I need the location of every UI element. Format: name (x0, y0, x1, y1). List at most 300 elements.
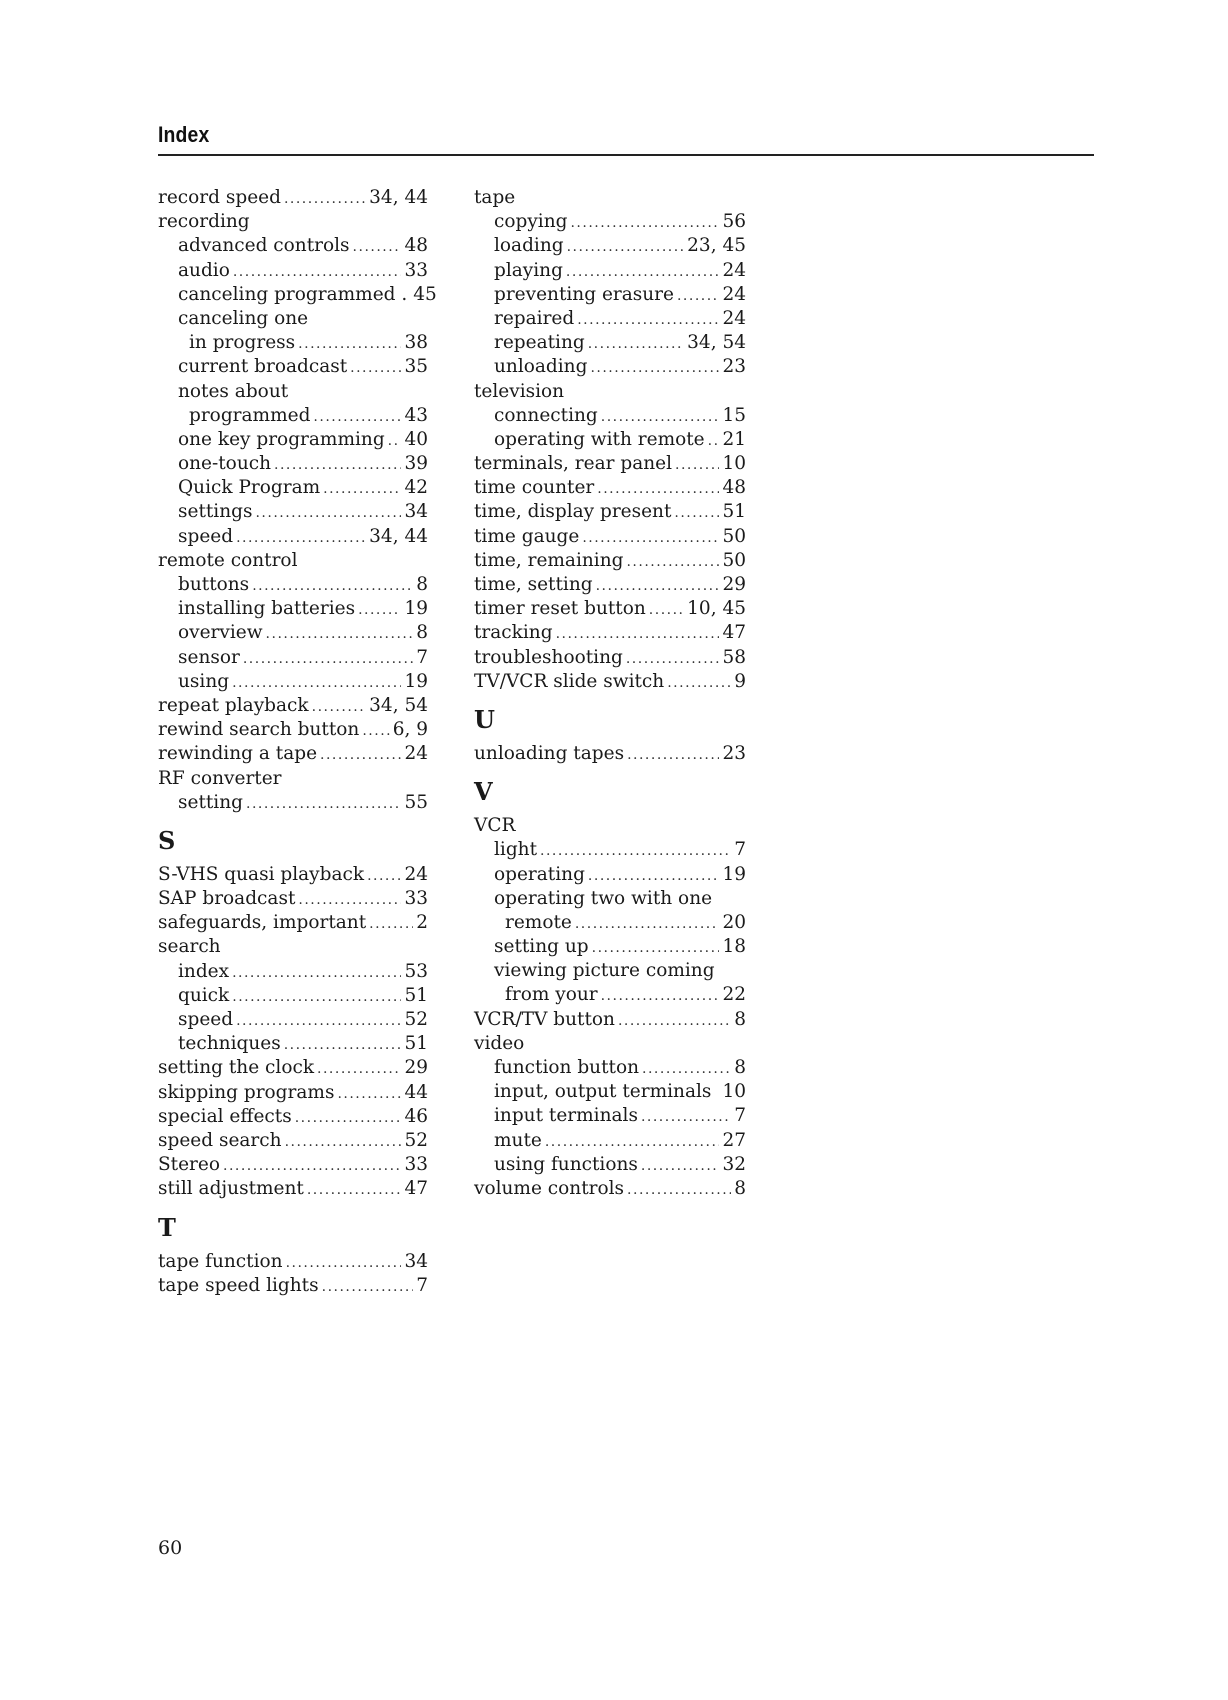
index-term: using functions (494, 1153, 638, 1175)
index-entry (474, 476, 746, 500)
dot-leader (590, 356, 719, 380)
dot-leader (596, 574, 720, 598)
index-term: recording (158, 211, 250, 233)
index-subentry (158, 621, 428, 645)
page-reference: 7 (416, 646, 428, 668)
dot-leader (284, 187, 366, 211)
page-reference: 50 (722, 525, 746, 547)
index-term: time, display present (474, 501, 672, 523)
page-reference: 34, 44 (369, 525, 428, 547)
page-reference: 48 (404, 235, 428, 257)
index-term: viewing picture coming (494, 960, 715, 982)
page-reference: 21 (722, 428, 746, 450)
page-reference: 40 (404, 428, 428, 450)
page-reference: 34, 54 (687, 332, 746, 354)
index-term: operating (494, 863, 585, 885)
index-term: Quick Program (178, 477, 321, 499)
index-entry (158, 549, 428, 573)
page-reference: 33 (404, 259, 428, 281)
index-subentry (158, 428, 428, 452)
index-term: techniques (178, 1033, 281, 1055)
index-term: speed search (158, 1129, 282, 1151)
index-term: TV/VCR slide switch (474, 670, 665, 692)
index-term: skipping programs (158, 1081, 335, 1103)
index-term: setting up (494, 936, 589, 958)
dot-leader (236, 526, 366, 550)
index-subentry (158, 331, 428, 355)
index-subentry (158, 573, 428, 597)
page-reference: 53 (404, 960, 428, 982)
dot-leader (274, 453, 401, 477)
page-reference: 7 (734, 1105, 746, 1127)
index-subentry (474, 428, 746, 452)
index-entry (474, 646, 746, 670)
index-subentry (158, 960, 428, 984)
page-reference: 56 (722, 211, 746, 233)
index-term: current broadcast (178, 356, 348, 378)
page-reference: 50 (722, 549, 746, 571)
index-term: time, setting (474, 574, 593, 595)
index-subentry (474, 283, 746, 307)
index-term: light (494, 839, 538, 861)
index-subentry (474, 935, 746, 959)
index-subentry (158, 234, 428, 258)
index-term: function button (494, 1057, 640, 1078)
page-reference: 8 (734, 1177, 746, 1199)
index-term: SAP broadcast (158, 888, 296, 910)
dot-leader (313, 405, 401, 429)
page-reference: 34 (404, 501, 428, 523)
page-reference: 32 (722, 1153, 746, 1175)
dot-leader (588, 332, 684, 356)
index-entry (474, 186, 746, 210)
dot-leader (232, 961, 401, 985)
page-title: Index (158, 122, 210, 147)
page-reference: 44 (404, 1081, 428, 1103)
dot-leader (284, 1033, 402, 1057)
page-reference: 55 (404, 791, 428, 813)
page-reference: 15 (722, 404, 746, 426)
page-reference: 8 (734, 1008, 746, 1030)
page-reference: 9 (734, 670, 746, 692)
index-entry (474, 1177, 746, 1201)
index-column-right (474, 186, 746, 1201)
index-entry (158, 911, 428, 935)
index-term: television (474, 380, 565, 402)
index-subentry (474, 1056, 746, 1080)
section-letter: U (474, 704, 495, 734)
index-subentry (474, 863, 746, 887)
page-reference: 51 (722, 501, 746, 523)
section-letter: V (474, 777, 493, 807)
dot-leader (618, 1009, 731, 1033)
dot-leader (641, 1154, 720, 1178)
dot-leader (674, 501, 719, 525)
page-reference: 24 (722, 283, 746, 305)
page-reference: 45 (413, 283, 437, 305)
index-term: Stereo (158, 1154, 220, 1176)
page-reference: 18 (722, 936, 746, 958)
dot-leader (317, 1057, 401, 1081)
index-entry (474, 549, 746, 573)
index-term: settings (178, 501, 253, 523)
dot-leader (307, 1178, 402, 1202)
page-reference: 8 (416, 622, 428, 644)
index-term: programmed (189, 404, 311, 426)
dot-leader (641, 1105, 731, 1129)
page-header (158, 122, 1094, 148)
dot-leader (597, 477, 719, 501)
page-reference: 42 (404, 477, 428, 499)
index-entry (474, 621, 746, 645)
dot-leader (566, 260, 720, 284)
index-subentry (158, 597, 428, 621)
dot-leader (592, 936, 720, 960)
page-reference: 51 (404, 984, 428, 1006)
dot-leader (667, 671, 731, 695)
page-reference: 19 (404, 670, 428, 692)
index-subentry (474, 234, 746, 258)
page-reference: 47 (404, 1178, 428, 1200)
index-term: remote control (158, 549, 298, 571)
index-term: canceling programmed . (178, 283, 408, 305)
index-entry (158, 210, 428, 234)
index-subentry (158, 1032, 428, 1056)
index-term: special effects (158, 1105, 292, 1127)
index-term: copying (494, 211, 568, 233)
index-term: index (178, 960, 230, 982)
dot-leader (266, 622, 414, 646)
index-term: repaired (494, 307, 575, 329)
index-entry (474, 814, 746, 838)
index-term: still adjustment (158, 1178, 304, 1200)
dot-leader (675, 453, 719, 477)
index-subentry (474, 404, 746, 428)
page-reference: 33 (404, 1154, 428, 1176)
index-term: setting the clock (158, 1057, 315, 1079)
page-reference: 24 (722, 259, 746, 281)
index-term: tape (474, 187, 516, 208)
index-subentry (474, 887, 746, 911)
index-subentry (158, 452, 428, 476)
index-term: volume controls (474, 1177, 625, 1199)
dot-leader (575, 912, 720, 936)
page-reference: 24 (404, 743, 428, 765)
page-reference: 10, 45 (687, 598, 746, 620)
index-entry (158, 1056, 428, 1080)
dot-leader (295, 1106, 402, 1130)
dot-leader (286, 1251, 402, 1275)
page-reference: 35 (404, 356, 428, 378)
page-reference: 8 (416, 574, 428, 595)
page-reference: 19 (404, 598, 428, 620)
page-reference: 51 (404, 1033, 428, 1055)
index-subentry (158, 380, 428, 404)
index-subentry (474, 307, 746, 331)
index-term: input terminals (494, 1105, 638, 1127)
page-reference: 46 (404, 1105, 428, 1127)
index-column-left (158, 186, 437, 1298)
dot-leader (233, 260, 402, 284)
dot-leader (367, 864, 401, 888)
header-rule (158, 154, 1094, 156)
dot-leader (677, 284, 719, 308)
dot-leader (322, 1275, 414, 1299)
index-entry (158, 767, 428, 791)
dot-leader (627, 743, 719, 767)
index-subentry (158, 307, 428, 331)
dot-leader (350, 356, 401, 380)
index-term: installing batteries (178, 598, 356, 620)
page-reference: 52 (404, 1009, 428, 1030)
index-term: one key programming (178, 428, 385, 450)
index-term: audio (178, 259, 230, 281)
dot-leader (337, 1082, 401, 1106)
index-entry (158, 1177, 428, 1201)
index-term: VCR/TV button (474, 1008, 615, 1030)
index-entry (158, 887, 428, 911)
index-term: speed (178, 525, 234, 547)
page-reference: 24 (404, 863, 428, 885)
index-entry (474, 1032, 746, 1056)
index-term: operating with remote (494, 428, 705, 450)
index-term: tape function (158, 1250, 283, 1272)
index-term: mute (494, 1129, 542, 1151)
index-term: operating two with one (494, 887, 713, 909)
index-term: VCR (474, 815, 516, 837)
page-reference: 7 (416, 1274, 428, 1296)
dot-leader (362, 719, 389, 743)
index-term: canceling one (178, 307, 309, 329)
index-term: one-touch (178, 453, 272, 475)
dot-leader (540, 839, 731, 863)
index-entry (158, 1129, 428, 1153)
dot-leader (252, 574, 413, 598)
index-entry (158, 1081, 428, 1105)
index-entry (474, 597, 746, 621)
dot-leader (545, 1130, 720, 1154)
section-letter: S (158, 825, 176, 855)
page-reference: 29 (404, 1057, 428, 1079)
index-subentry (158, 670, 428, 694)
index-term: troubleshooting (474, 646, 623, 668)
dot-leader (388, 429, 402, 453)
dot-leader (255, 501, 401, 525)
index-entry (474, 1008, 746, 1032)
page-reference: 27 (722, 1129, 746, 1151)
index-term: in progress (189, 332, 296, 354)
index-term: repeating (494, 332, 585, 354)
index-subentry (474, 1080, 746, 1104)
index-entry (474, 452, 746, 476)
index-term: safeguards, important (158, 912, 367, 934)
dot-leader (312, 695, 367, 719)
index-term: preventing erasure (494, 283, 674, 305)
dot-leader (601, 984, 720, 1008)
dot-leader (323, 477, 401, 501)
section-letter: T (158, 1212, 176, 1242)
index-term: time gauge (474, 525, 580, 547)
index-term: loading (494, 235, 564, 257)
index-subentry (158, 283, 437, 307)
page-reference: 10 (722, 1081, 746, 1103)
dot-leader (626, 647, 720, 671)
index-subentry (158, 476, 428, 500)
index-term: time counter (474, 477, 595, 499)
dot-leader (582, 526, 719, 550)
index-entry (474, 525, 746, 549)
dot-leader (642, 1057, 731, 1081)
index-entry (474, 573, 746, 597)
dot-leader (556, 622, 720, 646)
index-subentry (158, 500, 428, 524)
index-subentry (158, 355, 428, 379)
page-reference: 6, 9 (392, 719, 428, 741)
page-number: 60 (158, 1537, 183, 1559)
index-subentry (158, 259, 428, 283)
index-subentry (158, 525, 428, 549)
index-subentry (474, 838, 746, 862)
index-term: setting (178, 791, 243, 813)
index-entry (158, 863, 428, 887)
page-reference: 52 (404, 1129, 428, 1151)
dot-leader (246, 792, 401, 816)
page-reference: 34 (404, 1250, 428, 1272)
dot-leader (649, 598, 684, 622)
index-entry (158, 718, 428, 742)
index-term: speed (178, 1009, 234, 1030)
dot-leader (232, 671, 401, 695)
dot-leader (298, 332, 401, 356)
dot-leader (627, 1178, 731, 1202)
index-term: rewinding a tape (158, 743, 318, 765)
index-term: time, remaining (474, 549, 624, 571)
index-term: timer reset button (474, 598, 646, 620)
index-term: repeat playback (158, 694, 309, 716)
index-subentry (474, 355, 746, 379)
page-reference: 23 (722, 356, 746, 378)
page-reference: 43 (404, 404, 428, 426)
index-entry (158, 1105, 428, 1129)
index-subentry (474, 1153, 746, 1177)
index-subentry (474, 210, 746, 234)
index-entry (158, 186, 428, 210)
index-subentry (474, 1104, 746, 1128)
page-reference: 38 (404, 332, 428, 354)
index-entry (474, 742, 746, 766)
index-subentry (158, 791, 428, 815)
page-reference: 8 (734, 1057, 746, 1078)
page-reference: 19 (722, 863, 746, 885)
index-term: RF converter (158, 767, 282, 789)
dot-leader (358, 598, 401, 622)
dot-leader (236, 1009, 401, 1033)
index-term: sensor (178, 646, 240, 668)
index-subentry (158, 404, 428, 428)
index-subentry (158, 646, 428, 670)
index-entry (158, 1274, 428, 1298)
page-reference: 10 (722, 453, 746, 475)
index-entry (158, 1250, 428, 1274)
index-subentry (474, 911, 746, 935)
page-reference: 23, 45 (687, 235, 746, 257)
index-term: buttons (178, 574, 250, 595)
dot-leader (567, 235, 685, 259)
dot-leader (320, 743, 401, 767)
dot-leader (708, 429, 720, 453)
index-term: S-VHS quasi playback (158, 863, 365, 885)
dot-leader (570, 211, 719, 235)
page-reference: 34, 54 (369, 694, 428, 716)
page-reference: 48 (722, 477, 746, 499)
index-term: tracking (474, 622, 553, 644)
index-entry (474, 670, 746, 694)
index-term: input, output terminals (494, 1081, 712, 1103)
dot-leader (601, 405, 720, 429)
index-entry (158, 1153, 428, 1177)
index-entry (474, 380, 746, 404)
index-term: playing (494, 259, 563, 281)
dot-leader (298, 888, 401, 912)
index-subentry (474, 959, 746, 983)
index-term: search (158, 936, 221, 958)
page-reference: 29 (722, 574, 746, 595)
index-term: unloading tapes (474, 742, 625, 764)
page-reference: 39 (404, 453, 428, 475)
index-subentry (158, 1008, 428, 1032)
dot-leader (577, 308, 719, 332)
index-entry (158, 742, 428, 766)
page-reference: 24 (722, 307, 746, 329)
index-subentry (474, 331, 746, 355)
dot-leader (243, 647, 413, 671)
index-term: record speed (158, 187, 281, 208)
page-reference: 22 (722, 984, 746, 1006)
dot-leader (232, 985, 401, 1009)
index-term: notes about (178, 380, 289, 402)
dot-leader (369, 912, 413, 936)
index-term: video (474, 1032, 525, 1054)
index-subentry (474, 1129, 746, 1153)
index-term: quick (178, 984, 230, 1006)
index-term: advanced controls (178, 235, 350, 257)
page-reference: 47 (722, 622, 746, 644)
index-entry (158, 935, 428, 959)
index-term: terminals, rear panel (474, 453, 672, 475)
page-reference: 33 (404, 888, 428, 910)
page-reference: 58 (722, 646, 746, 668)
dot-leader (223, 1154, 401, 1178)
dot-leader (285, 1130, 402, 1154)
page-reference: 2 (416, 912, 428, 934)
index-term: using (178, 670, 230, 692)
page-reference: 34, 44 (369, 187, 428, 208)
index-term: from your (505, 984, 598, 1006)
page-reference: 7 (734, 839, 746, 861)
index-subentry (474, 259, 746, 283)
page-reference: 20 (722, 911, 746, 933)
dot-leader (626, 550, 719, 574)
index-entry (474, 500, 746, 524)
index-term: connecting (494, 404, 598, 426)
index-entry (158, 694, 428, 718)
index-term: overview (178, 622, 263, 644)
dot-leader (353, 235, 402, 259)
index-term: remote (505, 911, 572, 933)
index-term: tape speed lights (158, 1274, 319, 1296)
dot-leader (588, 864, 720, 888)
index-term: unloading (494, 356, 588, 378)
